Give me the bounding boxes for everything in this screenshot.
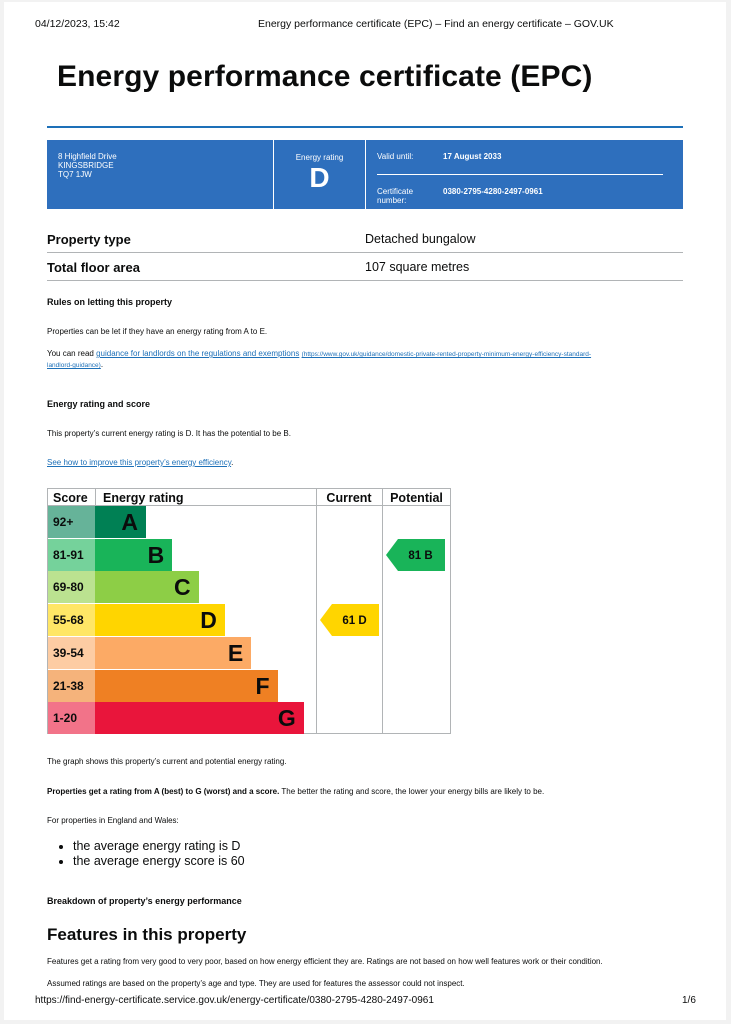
band-score-d: 55-68 [48,604,95,636]
potential-header: Potential [390,491,443,505]
print-datetime: 04/12/2023, 15:42 [35,18,120,30]
improve-link[interactable]: See how to improve this property’s energy efficiency [47,458,232,467]
graph-note: The graph shows this property’s current and potential energy rating. [47,757,287,766]
column-divider [316,489,317,733]
epc-rating-chart [47,488,451,734]
rating-section-heading: Energy rating and score [47,399,151,409]
current-rating-marker-label: 61 D [342,615,367,628]
band-bar-c [95,571,199,603]
row-divider [47,252,683,253]
guidance-paragraph [47,349,677,371]
floor-area-label: Total floor area [47,260,140,275]
band-letter-f: F [255,672,270,699]
band-letter-b: B [147,541,165,568]
band-bar-a [95,506,146,538]
band-score-b: 81-91 [48,539,95,571]
rating-panel [274,140,365,209]
list-item: • the average energy score is 60 [73,854,245,869]
print-footer-url: https://find-energy-certificate.service.gov.uk/energy-certificate/0380-2795-4280-2497-0961 [35,995,434,1006]
rating-section-para: This property’s current energy rating is D. It has the potential to be B. [47,429,291,438]
rating-explanation-rest: The better the rating and score, the lower your energy bills are likely to be. [279,787,545,796]
potential-rating-marker [386,539,445,571]
score-header: Score [53,491,88,505]
address-line1: 8 Highfield Drive [58,152,117,161]
guidance-link[interactable]: guidance for landlords on the regulations and exemptions [96,349,300,358]
current-header: Current [326,491,372,505]
guidance-suffix: . [100,360,104,369]
band-bar-b [95,539,172,571]
row-divider [47,280,683,281]
column-divider [95,489,96,505]
rating-explanation [47,787,544,796]
title-rule [47,126,683,128]
letting-para: Properties can be let if they have an energy rating from A to E. [47,327,268,336]
certificate-number: 0380-2795-4280-2497-0961 [443,187,543,196]
rating-explanation-bold: Properties get a rating from A (best) to G (worst) and a score. [47,787,280,796]
print-page-title: Energy performance certificate (EPC) – Find an energy certificate – GOV.UK [258,18,614,30]
features-heading: Features in this property [47,925,247,944]
rating-value: D [309,162,330,193]
page-title: Energy performance certificate (EPC) [57,60,593,93]
valid-until-label: Valid until: [377,152,414,161]
guidance-prefix: You can read [47,349,97,358]
england-wales-note: For properties in England and Wales: [47,816,179,825]
improve-paragraph [47,458,233,467]
guidance-url[interactable]: (https://www.gov.uk/guidance/domestic-private-rented-property-minimum-energy-efficiency-standard- [301,351,592,358]
letting-heading: Rules on letting this property [47,297,173,307]
band-score-f: 21-38 [48,670,95,702]
band-score-a: 92+ [48,506,95,538]
print-page-number: 1/6 [682,995,696,1006]
floor-area-value: 107 square metres [365,260,470,274]
cert-label-line2: number: [377,196,407,205]
certificate-panel [366,140,683,209]
band-bar-f [95,670,278,702]
rating-label: Energy rating [295,153,344,162]
band-letter-e: E [227,639,244,666]
energy-rating-header: Energy rating [103,491,184,505]
property-type-label: Property type [47,232,131,247]
valid-until-value: 17 August 2033 [443,152,502,161]
page [4,2,726,1020]
property-type-value: Detached bungalow [365,232,476,246]
address-line2: KINGSBRIDGE [58,161,114,170]
cert-label-line1: Certificate [377,187,414,196]
band-bar-e [95,637,251,669]
list-item: • the average energy rating is D [73,839,245,854]
assumed-ratings-para: Assumed ratings are based on the property’s age and type. They are used for features the assessor could not inspect. [47,979,465,988]
features-para: Features get a rating from very good to very poor, based on how energy efficient they are. Ratings are not based on how well features work or their condition. [47,957,603,966]
potential-rating-marker-label: 81 B [408,549,433,562]
address-line3: TQ7 1JW [58,170,92,179]
band-letter-a: A [121,509,138,535]
averages-list [51,839,245,869]
panel-divider [377,174,663,175]
improve-suffix: . [231,458,234,467]
current-rating-marker [320,604,379,636]
band-letter-g: G [277,705,296,732]
band-score-e: 39-54 [48,637,95,669]
band-bar-d [95,604,225,636]
band-bar-g [95,702,304,734]
guidance-url-cont[interactable]: landlord-guidance) [47,362,101,369]
band-letter-d: D [200,607,217,634]
band-score-c: 69-80 [48,571,95,603]
breakdown-heading: Breakdown of property’s energy performance [47,896,242,906]
column-divider [382,489,383,733]
band-score-g: 1-20 [48,702,95,734]
address-panel [47,140,273,209]
band-letter-c: C [173,574,191,601]
